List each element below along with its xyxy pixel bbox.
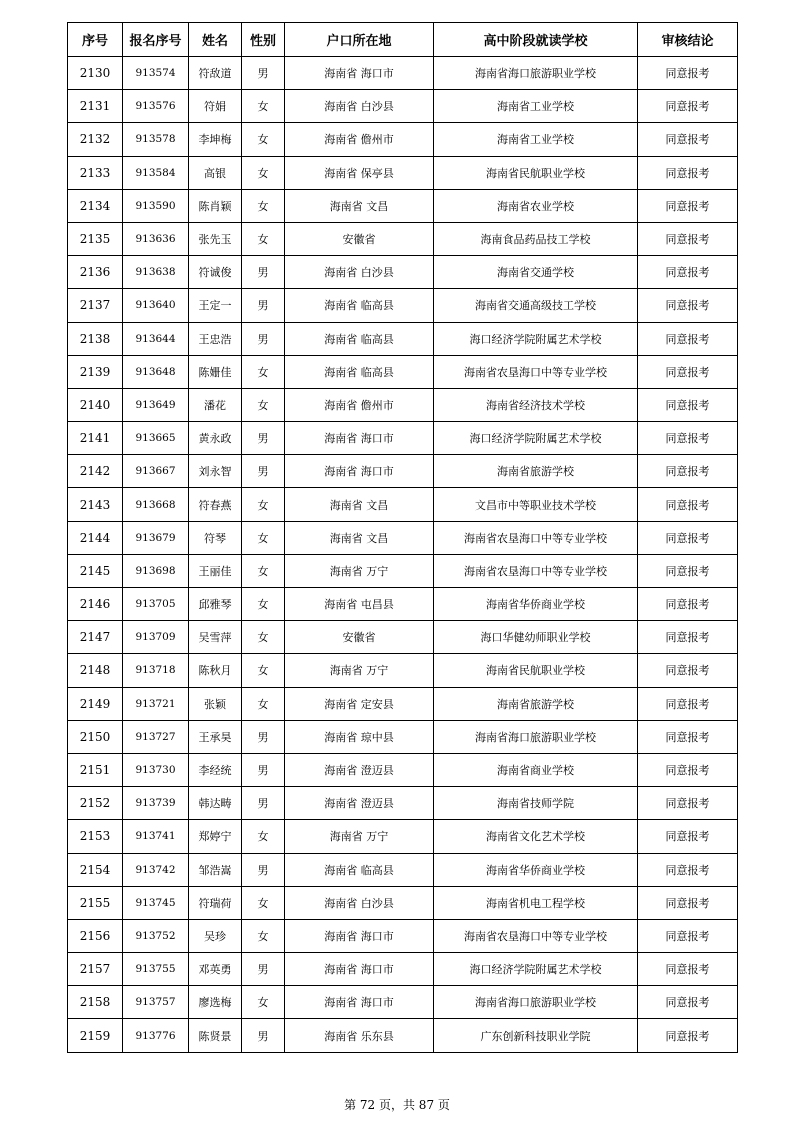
table-row (68, 57, 738, 90)
cell-gender: 男 (242, 853, 285, 886)
cell-gender: 女 (242, 90, 285, 123)
cell-high-school: 海南省农垦海口中等专业学校 (434, 554, 638, 587)
cell-seq: 2157 (68, 953, 123, 986)
cell-seq: 2144 (68, 521, 123, 554)
cell-review-result: 同意报考 (638, 422, 738, 455)
cell-household-location: 海南省 定安县 (285, 687, 434, 720)
cell-high-school: 海南省农垦海口中等专业学校 (434, 355, 638, 388)
cell-registration-no: 913721 (123, 687, 189, 720)
table-row (68, 521, 738, 554)
cell-name: 王承昊 (189, 720, 242, 753)
cell-review-result: 同意报考 (638, 953, 738, 986)
cell-gender: 男 (242, 753, 285, 786)
table-row (68, 123, 738, 156)
table-row (68, 720, 738, 753)
cell-household-location: 安徽省 (285, 621, 434, 654)
cell-seq: 2133 (68, 156, 123, 189)
applicant-table (67, 22, 738, 1053)
header-review-result: 审核结论 (638, 23, 738, 57)
cell-registration-no: 913727 (123, 720, 189, 753)
cell-household-location: 海南省 万宁 (285, 820, 434, 853)
applicant-table-container (67, 22, 737, 1053)
table-row (68, 189, 738, 222)
cell-review-result: 同意报考 (638, 621, 738, 654)
table-row (68, 388, 738, 421)
table-row (68, 919, 738, 952)
table-row (68, 322, 738, 355)
cell-name: 邓英勇 (189, 953, 242, 986)
cell-registration-no: 913745 (123, 886, 189, 919)
cell-household-location: 海南省 乐东县 (285, 1019, 434, 1052)
cell-registration-no: 913709 (123, 621, 189, 654)
cell-gender: 男 (242, 57, 285, 90)
cell-high-school: 海南省华侨商业学校 (434, 588, 638, 621)
cell-gender: 男 (242, 787, 285, 820)
cell-high-school: 海南省工业学校 (434, 123, 638, 156)
cell-seq: 2147 (68, 621, 123, 654)
cell-name: 李经统 (189, 753, 242, 786)
cell-high-school: 海南省海口旅游职业学校 (434, 720, 638, 753)
cell-household-location: 海南省 文昌 (285, 189, 434, 222)
header-high-school: 高中阶段就读学校 (434, 23, 638, 57)
cell-name: 王忠浩 (189, 322, 242, 355)
cell-review-result: 同意报考 (638, 787, 738, 820)
table-row (68, 853, 738, 886)
cell-household-location: 海南省 白沙县 (285, 256, 434, 289)
cell-gender: 女 (242, 521, 285, 554)
cell-household-location: 海南省 海口市 (285, 919, 434, 952)
cell-review-result: 同意报考 (638, 322, 738, 355)
cell-gender: 女 (242, 986, 285, 1019)
table-row (68, 621, 738, 654)
cell-high-school: 海南省农业学校 (434, 189, 638, 222)
table-row (68, 753, 738, 786)
cell-high-school: 海南省华侨商业学校 (434, 853, 638, 886)
cell-gender: 男 (242, 1019, 285, 1052)
cell-gender: 女 (242, 820, 285, 853)
cell-name: 张颖 (189, 687, 242, 720)
cell-high-school: 文昌市中等职业技术学校 (434, 488, 638, 521)
cell-review-result: 同意报考 (638, 886, 738, 919)
cell-gender: 男 (242, 953, 285, 986)
cell-name: 潘花 (189, 388, 242, 421)
cell-seq: 2156 (68, 919, 123, 952)
cell-name: 王丽佳 (189, 554, 242, 587)
cell-review-result: 同意报考 (638, 1019, 738, 1052)
cell-seq: 2136 (68, 256, 123, 289)
cell-high-school: 海南省机电工程学校 (434, 886, 638, 919)
cell-gender: 女 (242, 355, 285, 388)
cell-review-result: 同意报考 (638, 554, 738, 587)
cell-seq: 2138 (68, 322, 123, 355)
cell-gender: 男 (242, 289, 285, 322)
cell-review-result: 同意报考 (638, 57, 738, 90)
cell-review-result: 同意报考 (638, 521, 738, 554)
cell-name: 陈肖颖 (189, 189, 242, 222)
cell-review-result: 同意报考 (638, 455, 738, 488)
cell-seq: 2148 (68, 654, 123, 687)
cell-household-location: 海南省 白沙县 (285, 886, 434, 919)
table-row (68, 156, 738, 189)
cell-registration-no: 913705 (123, 588, 189, 621)
cell-review-result: 同意报考 (638, 720, 738, 753)
cell-review-result: 同意报考 (638, 687, 738, 720)
cell-high-school: 海南省工业学校 (434, 90, 638, 123)
cell-seq: 2150 (68, 720, 123, 753)
cell-registration-no: 913648 (123, 355, 189, 388)
cell-household-location: 海南省 临高县 (285, 355, 434, 388)
cell-name: 张先玉 (189, 222, 242, 255)
cell-household-location: 海南省 万宁 (285, 654, 434, 687)
cell-name: 邹浩嵩 (189, 853, 242, 886)
cell-seq: 2139 (68, 355, 123, 388)
cell-high-school: 海南省经济技术学校 (434, 388, 638, 421)
cell-name: 符瑞荷 (189, 886, 242, 919)
header-row (68, 23, 738, 57)
cell-name: 吴珍 (189, 919, 242, 952)
cell-gender: 女 (242, 621, 285, 654)
cell-high-school: 海南省交通高级技工学校 (434, 289, 638, 322)
cell-high-school: 海口经济学院附属艺术学校 (434, 322, 638, 355)
cell-registration-no: 913741 (123, 820, 189, 853)
cell-review-result: 同意报考 (638, 388, 738, 421)
cell-name: 符诚俊 (189, 256, 242, 289)
cell-registration-no: 913668 (123, 488, 189, 521)
page-number-footer: 第 72 页，共 87 页 (344, 1098, 450, 1112)
cell-name: 陈姗佳 (189, 355, 242, 388)
cell-seq: 2142 (68, 455, 123, 488)
table-row (68, 455, 738, 488)
cell-seq: 2135 (68, 222, 123, 255)
cell-review-result: 同意报考 (638, 123, 738, 156)
cell-review-result: 同意报考 (638, 654, 738, 687)
table-row (68, 787, 738, 820)
cell-high-school: 海南省文化艺术学校 (434, 820, 638, 853)
cell-gender: 男 (242, 422, 285, 455)
table-row (68, 222, 738, 255)
cell-review-result: 同意报考 (638, 820, 738, 853)
cell-household-location: 海南省 海口市 (285, 455, 434, 488)
cell-household-location: 海南省 儋州市 (285, 123, 434, 156)
cell-name: 符敌道 (189, 57, 242, 90)
cell-review-result: 同意报考 (638, 488, 738, 521)
table-row (68, 654, 738, 687)
cell-gender: 女 (242, 189, 285, 222)
cell-gender: 女 (242, 388, 285, 421)
cell-name: 符春燕 (189, 488, 242, 521)
cell-gender: 女 (242, 156, 285, 189)
cell-household-location: 海南省 万宁 (285, 554, 434, 587)
cell-high-school: 海南省旅游学校 (434, 687, 638, 720)
cell-registration-no: 913718 (123, 654, 189, 687)
cell-gender: 女 (242, 488, 285, 521)
cell-household-location: 海南省 海口市 (285, 422, 434, 455)
cell-registration-no: 913776 (123, 1019, 189, 1052)
cell-registration-no: 913578 (123, 123, 189, 156)
cell-name: 王定一 (189, 289, 242, 322)
cell-household-location: 海南省 澄迈县 (285, 753, 434, 786)
cell-name: 邱雅琴 (189, 588, 242, 621)
cell-seq: 2131 (68, 90, 123, 123)
cell-gender: 女 (242, 654, 285, 687)
cell-registration-no: 913576 (123, 90, 189, 123)
table-row (68, 90, 738, 123)
cell-household-location: 海南省 临高县 (285, 322, 434, 355)
cell-household-location: 海南省 海口市 (285, 986, 434, 1019)
cell-gender: 女 (242, 687, 285, 720)
cell-registration-no: 913679 (123, 521, 189, 554)
cell-gender: 女 (242, 123, 285, 156)
cell-name: 符娟 (189, 90, 242, 123)
cell-registration-no: 913757 (123, 986, 189, 1019)
cell-registration-no: 913640 (123, 289, 189, 322)
table-row (68, 953, 738, 986)
cell-review-result: 同意报考 (638, 189, 738, 222)
table-row (68, 886, 738, 919)
cell-seq: 2145 (68, 554, 123, 587)
cell-gender: 男 (242, 256, 285, 289)
cell-high-school: 海南省旅游学校 (434, 455, 638, 488)
cell-name: 韩达畴 (189, 787, 242, 820)
cell-registration-no: 913638 (123, 256, 189, 289)
cell-review-result: 同意报考 (638, 355, 738, 388)
cell-gender: 女 (242, 222, 285, 255)
cell-seq: 2143 (68, 488, 123, 521)
cell-seq: 2159 (68, 1019, 123, 1052)
cell-household-location: 海南省 儋州市 (285, 388, 434, 421)
cell-household-location: 海南省 海口市 (285, 57, 434, 90)
cell-gender: 女 (242, 886, 285, 919)
cell-registration-no: 913742 (123, 853, 189, 886)
table-row (68, 986, 738, 1019)
cell-seq: 2158 (68, 986, 123, 1019)
cell-seq: 2130 (68, 57, 123, 90)
cell-household-location: 海南省 保亭县 (285, 156, 434, 189)
header-name: 姓名 (189, 23, 242, 57)
cell-high-school: 海南食品药品技工学校 (434, 222, 638, 255)
table-row (68, 355, 738, 388)
cell-gender: 女 (242, 588, 285, 621)
cell-name: 吴雪萍 (189, 621, 242, 654)
cell-high-school: 海口经济学院附属艺术学校 (434, 422, 638, 455)
cell-household-location: 安徽省 (285, 222, 434, 255)
cell-name: 高银 (189, 156, 242, 189)
cell-high-school: 广东创新科技职业学院 (434, 1019, 638, 1052)
cell-name: 郑婷宁 (189, 820, 242, 853)
table-row (68, 256, 738, 289)
cell-household-location: 海南省 澄迈县 (285, 787, 434, 820)
cell-high-school: 海南省交通学校 (434, 256, 638, 289)
cell-registration-no: 913649 (123, 388, 189, 421)
cell-high-school: 海南省海口旅游职业学校 (434, 57, 638, 90)
table-row (68, 289, 738, 322)
cell-review-result: 同意报考 (638, 256, 738, 289)
cell-review-result: 同意报考 (638, 222, 738, 255)
cell-household-location: 海南省 屯昌县 (285, 588, 434, 621)
cell-seq: 2134 (68, 189, 123, 222)
table-row (68, 588, 738, 621)
table-row (68, 422, 738, 455)
cell-review-result: 同意报考 (638, 853, 738, 886)
table-row (68, 488, 738, 521)
table-row (68, 554, 738, 587)
header-seq: 序号 (68, 23, 123, 57)
cell-seq: 2154 (68, 853, 123, 886)
cell-seq: 2153 (68, 820, 123, 853)
cell-seq: 2132 (68, 123, 123, 156)
table-row (68, 687, 738, 720)
cell-seq: 2151 (68, 753, 123, 786)
table-row (68, 820, 738, 853)
cell-household-location: 海南省 临高县 (285, 289, 434, 322)
cell-seq: 2149 (68, 687, 123, 720)
cell-registration-no: 913584 (123, 156, 189, 189)
cell-name: 刘永智 (189, 455, 242, 488)
cell-seq: 2140 (68, 388, 123, 421)
cell-registration-no: 913574 (123, 57, 189, 90)
cell-gender: 女 (242, 919, 285, 952)
cell-review-result: 同意报考 (638, 753, 738, 786)
cell-registration-no: 913644 (123, 322, 189, 355)
table-body (68, 57, 738, 1053)
cell-seq: 2155 (68, 886, 123, 919)
table-row (68, 1019, 738, 1052)
cell-name: 陈贤景 (189, 1019, 242, 1052)
cell-review-result: 同意报考 (638, 90, 738, 123)
cell-household-location: 海南省 海口市 (285, 953, 434, 986)
cell-registration-no: 913590 (123, 189, 189, 222)
cell-gender: 男 (242, 322, 285, 355)
cell-name: 李坤梅 (189, 123, 242, 156)
header-registration-no: 报名序号 (123, 23, 189, 57)
header-gender: 性别 (242, 23, 285, 57)
cell-seq: 2137 (68, 289, 123, 322)
cell-household-location: 海南省 琼中县 (285, 720, 434, 753)
cell-high-school: 海南省农垦海口中等专业学校 (434, 521, 638, 554)
cell-high-school: 海南省民航职业学校 (434, 654, 638, 687)
cell-registration-no: 913730 (123, 753, 189, 786)
cell-household-location: 海南省 文昌 (285, 488, 434, 521)
cell-review-result: 同意报考 (638, 588, 738, 621)
cell-review-result: 同意报考 (638, 986, 738, 1019)
cell-review-result: 同意报考 (638, 919, 738, 952)
cell-name: 陈秋月 (189, 654, 242, 687)
cell-seq: 2141 (68, 422, 123, 455)
table-header (68, 23, 738, 57)
cell-high-school: 海南省民航职业学校 (434, 156, 638, 189)
cell-gender: 女 (242, 554, 285, 587)
cell-registration-no: 913698 (123, 554, 189, 587)
cell-registration-no: 913739 (123, 787, 189, 820)
cell-name: 黄永政 (189, 422, 242, 455)
cell-high-school: 海南省技师学院 (434, 787, 638, 820)
cell-high-school: 海口华健幼师职业学校 (434, 621, 638, 654)
cell-household-location: 海南省 白沙县 (285, 90, 434, 123)
cell-gender: 男 (242, 455, 285, 488)
cell-registration-no: 913665 (123, 422, 189, 455)
cell-name: 廖选梅 (189, 986, 242, 1019)
cell-high-school: 海南省农垦海口中等专业学校 (434, 919, 638, 952)
cell-registration-no: 913667 (123, 455, 189, 488)
cell-registration-no: 913755 (123, 953, 189, 986)
cell-household-location: 海南省 临高县 (285, 853, 434, 886)
cell-household-location: 海南省 文昌 (285, 521, 434, 554)
cell-review-result: 同意报考 (638, 156, 738, 189)
cell-registration-no: 913636 (123, 222, 189, 255)
cell-registration-no: 913752 (123, 919, 189, 952)
cell-high-school: 海南省海口旅游职业学校 (434, 986, 638, 1019)
cell-high-school: 海南省商业学校 (434, 753, 638, 786)
cell-high-school: 海口经济学院附属艺术学校 (434, 953, 638, 986)
cell-name: 符琴 (189, 521, 242, 554)
cell-seq: 2152 (68, 787, 123, 820)
cell-gender: 男 (242, 720, 285, 753)
header-household-location: 户口所在地 (285, 23, 434, 57)
cell-seq: 2146 (68, 588, 123, 621)
cell-review-result: 同意报考 (638, 289, 738, 322)
